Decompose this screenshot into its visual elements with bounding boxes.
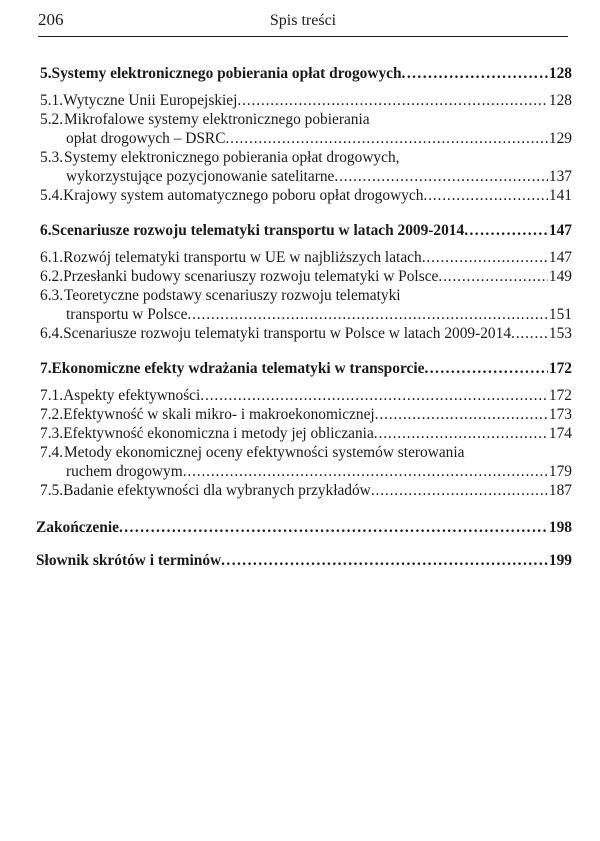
toc-section-7-1 [40, 386, 572, 405]
page-ref: 151 [548, 306, 572, 323]
dot-leader [375, 405, 548, 424]
dot-leader [423, 186, 548, 205]
toc-chapter-5 [40, 64, 572, 83]
dot-leader [183, 462, 548, 481]
dot-leader [225, 129, 547, 148]
page-ref: 173 [548, 406, 572, 423]
section-title: Efektywność w skali mikro- i makroekonomicznej [63, 406, 375, 423]
page-ref: 141 [548, 187, 572, 204]
section-title-line2: ruchem drogowym [66, 463, 183, 480]
section-title: Efektywność ekonomiczna i metody jej obliczania [63, 425, 374, 442]
section-title-line1: Metody ekonomicznej oceny efektywności systemów sterowania [64, 444, 465, 461]
section-number: 6.3. [40, 287, 64, 304]
toc-conclusion [36, 518, 572, 537]
page-ref: 137 [548, 168, 572, 185]
section-number: 7.3. [40, 425, 64, 442]
chapter-number: 5. [40, 65, 52, 82]
section-title-line2: transportu w Polsce [66, 306, 188, 323]
table-of-contents [36, 64, 572, 570]
toc-section-6-4 [40, 324, 572, 343]
page-ref: 179 [548, 463, 572, 480]
page-ref: 128 [548, 92, 572, 109]
section-number: 5.4. [40, 187, 64, 204]
section-number: 5.3. [40, 149, 64, 166]
dot-leader [374, 424, 548, 443]
dot-leader [511, 324, 548, 343]
section-number: 5.1. [40, 92, 64, 109]
dot-leader [438, 267, 548, 286]
section-number: 6.4. [40, 325, 64, 342]
dot-leader [371, 481, 548, 500]
section-title: Aspekty efektywności [63, 387, 201, 404]
dot-leader [424, 359, 547, 378]
chapter-title: Systemy elektronicznego pobierania opłat drogowych [51, 65, 402, 82]
chapter-number: 7. [40, 360, 52, 377]
chapter-title: Scenariusze rozwoju telematyki transportu w latach 2009-2014 [51, 222, 465, 239]
page-number: 206 [38, 10, 64, 29]
dot-leader [119, 518, 548, 537]
page-ref: 174 [548, 425, 572, 442]
toc-section-5-3 [40, 148, 572, 186]
chapter-number: 6. [40, 222, 52, 239]
section-title-line2: opłat drogowych – DSRC [66, 130, 226, 147]
toc-section-5-4 [40, 186, 572, 205]
toc-section-6-3 [40, 286, 572, 324]
section-number: 7.4. [40, 444, 64, 461]
dot-leader [200, 386, 548, 405]
dot-leader [402, 64, 548, 83]
section-number: 7.5. [40, 482, 64, 499]
dot-leader [187, 305, 548, 324]
section-number: 5.2. [40, 111, 64, 128]
chapter-title: Ekonomiczne efekty wdrażania telematyki w transporcie [51, 360, 425, 377]
page-ref: 128 [548, 65, 572, 82]
page-ref: 187 [548, 482, 572, 499]
section-title-line1: Systemy elektronicznego pobierania opłat drogowych, [64, 149, 400, 166]
toc-section-7-3 [40, 424, 572, 443]
dot-leader [334, 167, 548, 186]
page-ref: 172 [548, 387, 572, 404]
running-title: Spis treści [269, 12, 337, 29]
section-title-line1: Mikrofalowe systemy elektronicznego pobierania [64, 111, 370, 128]
toc-section-5-1 [40, 91, 572, 110]
conclusion-title: Zakończenie [36, 519, 119, 536]
toc-section-6-2 [40, 267, 572, 286]
dot-leader [422, 248, 548, 267]
section-title: Badanie efektywności dla wybranych przykładów [63, 482, 371, 499]
dot-leader [221, 551, 548, 570]
section-title-line1: Teoretyczne podstawy scenariuszy rozwoju telematyki [64, 287, 401, 304]
page-ref: 153 [548, 325, 572, 342]
toc-section-5-2 [40, 110, 572, 148]
page-ref: 198 [548, 519, 572, 536]
section-title: Wytyczne Unii Europejskiej [63, 92, 238, 109]
section-title: Scenariusze rozwoju telematyki transportu w Polsce w latach 2009-2014 [63, 325, 512, 342]
page-ref: 129 [548, 130, 572, 147]
section-title: Przesłanki budowy scenariuszy rozwoju telematyki w Polsce [63, 268, 439, 285]
toc-glossary [36, 551, 572, 570]
page-ref: 149 [548, 268, 572, 285]
section-number: 6.2. [40, 268, 64, 285]
page-ref: 147 [548, 222, 572, 239]
toc-section-7-5 [40, 481, 572, 500]
glossary-title: Słownik skrótów i terminów [36, 552, 222, 569]
toc-section-7-2 [40, 405, 572, 424]
toc-section-6-1 [40, 248, 572, 267]
section-title: Rozwój telematyki transportu w UE w najbliższych latach [63, 249, 422, 266]
section-title-line2: wykorzystujące pozycjonowanie satelitarne [66, 168, 335, 185]
dot-leader [237, 91, 548, 110]
section-title: Krajowy system automatycznego poboru opłat drogowych [63, 187, 424, 204]
page-ref: 147 [548, 249, 572, 266]
page-ref: 199 [548, 552, 572, 569]
section-number: 7.1. [40, 387, 64, 404]
toc-chapter-6 [40, 221, 572, 240]
section-number: 7.2. [40, 406, 64, 423]
dot-leader [464, 221, 548, 240]
toc-chapter-7 [40, 359, 572, 378]
section-number: 6.1. [40, 249, 64, 266]
toc-section-7-4 [40, 443, 572, 481]
page-header [38, 6, 568, 37]
page-ref: 172 [548, 360, 572, 377]
